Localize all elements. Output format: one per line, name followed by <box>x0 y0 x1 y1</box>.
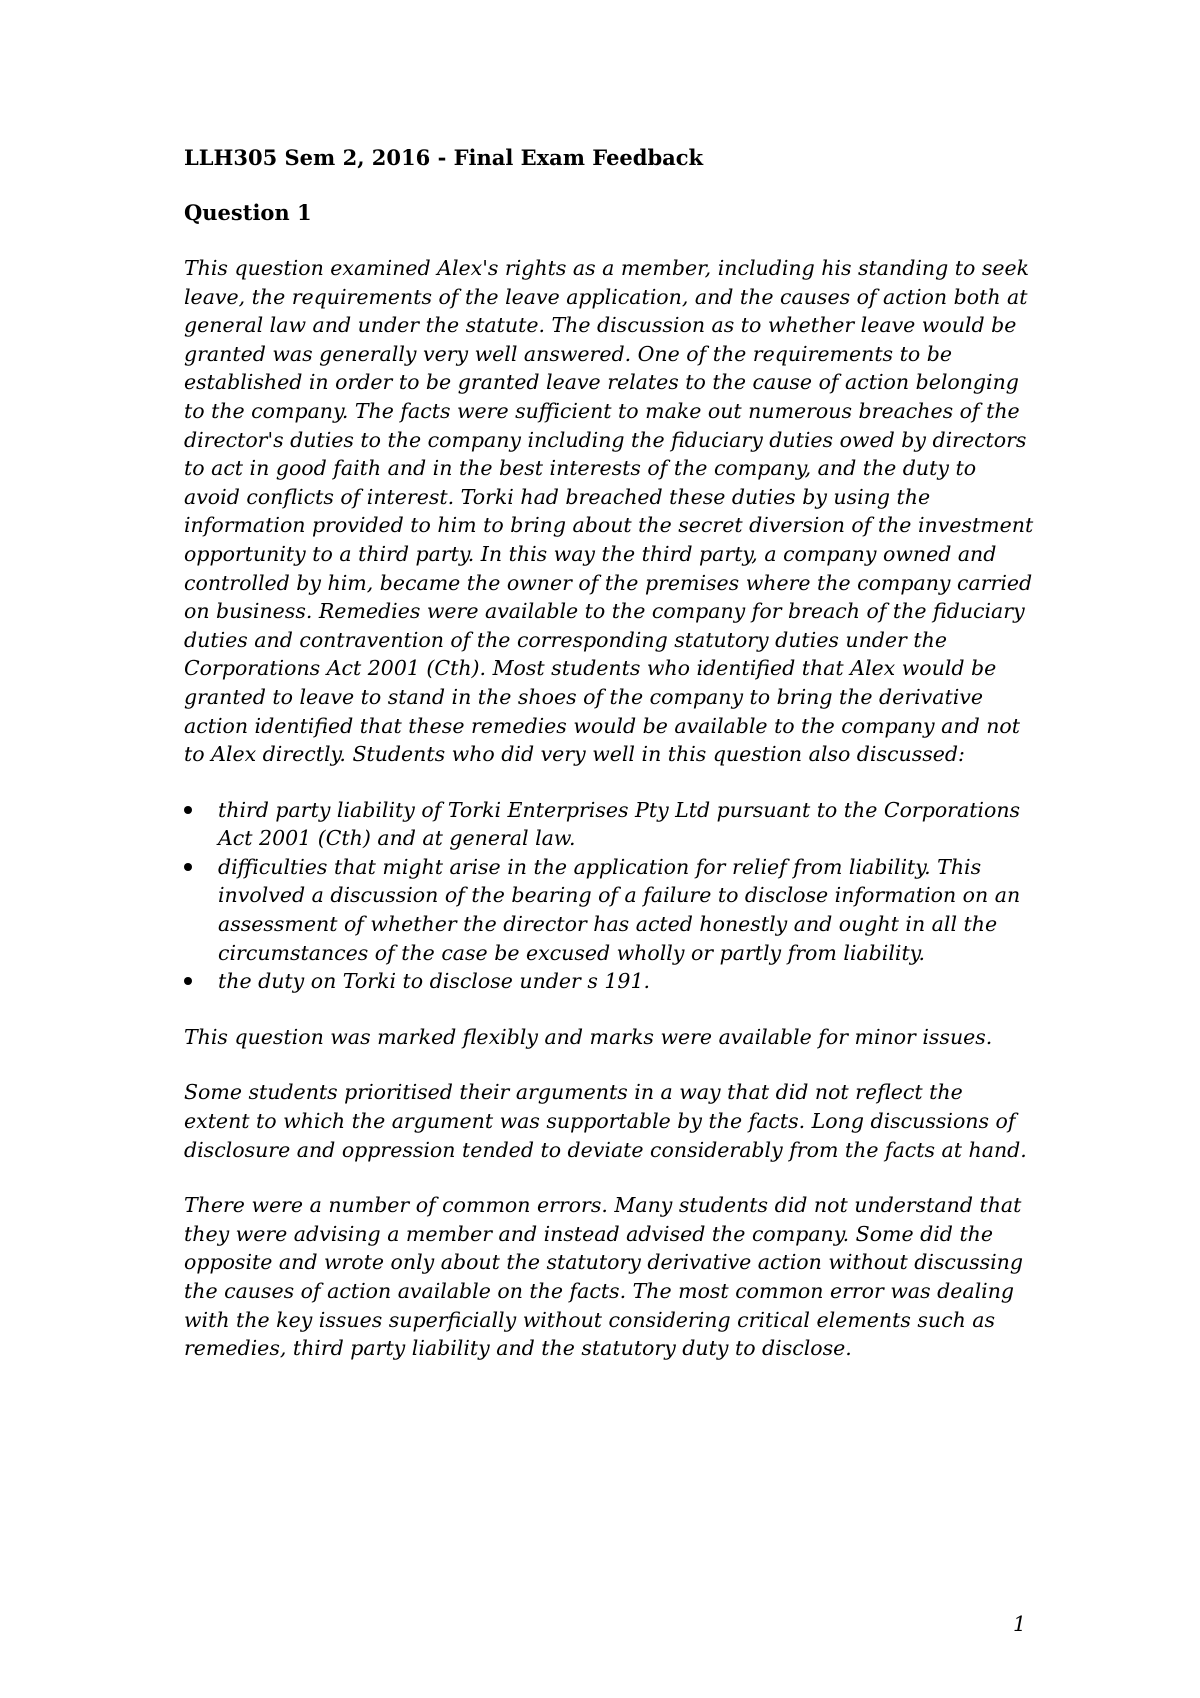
bullet-text: the duty on Torki to disclose under s 191. <box>218 969 651 994</box>
bullet-list <box>184 796 1034 996</box>
bullet-item <box>184 967 1034 996</box>
bullet-item <box>184 853 1034 967</box>
bullet-dot-icon <box>184 977 192 985</box>
document-title: LLH305 Sem 2, 2016 - Final Exam Feedback <box>184 145 704 170</box>
bullet-text: third party liability of Torki Enterprises Pty Ltd pursuant to the Corporations Act 2001 (Cth) and at general law. <box>218 797 1021 851</box>
paragraph-overview: This question examined Alex's rights as a member, including his standing to seek leave, the requirements of the leave application, and the causes of action both at general law and under the statute. The discussion as to whether leave would be granted was generally very well answered. One of the requirements to be established in order to be granted leave relates to the cause of action belonging to the company. The facts were sufficient to make out numerous breaches of the director's duties to the company including the fiduciary duties owed by directors to act in good faith and in the best interests of the company, and the duty to avoid conflicts of interest. Torki had breached these duties by using the information provided to him to bring about the secret diversion of the investment opportunity to a third party. In this way the third party, a company owned and controlled by him, became the owner of the premises where the company carried on business. Remedies were available to the company for breach of the fiduciary duties and contravention of the corresponding statutory duties under the Corporations Act 2001 (Cth). Most students who identified that Alex would be granted to leave to stand in the shoes of the company to bring the derivative action identified that these remedies would be available to the company and not to Alex directly. Students who did very well in this question also discussed: <box>184 256 1034 767</box>
document-body <box>184 144 1034 1363</box>
paragraph-common-errors: There were a number of common errors. Many students did not understand that they were advising a member and instead advised the company. Some did the opposite and wrote only about the statutory derivative action without discussing the causes of action available on the facts. The most common error was dealing with the key issues superficially without considering critical elements such as remedies, third party liability and the statutory duty to disclose. <box>184 1193 1024 1361</box>
page-number: 1 <box>1012 1612 1026 1636</box>
paragraph-marking: This question was marked flexibly and marks were available for minor issues. <box>184 1024 993 1049</box>
paragraph-prioritisation: Some students prioritised their arguments in a way that did not reflect the extent to which the argument was supportable by the facts. Long discussions of disclosure and oppression tended to deviate considerably from the facts at hand. <box>184 1080 1027 1162</box>
bullet-item <box>184 796 1034 853</box>
bullet-text: difficulties that might arise in the application for relief from liability. This involved a discussion of the bearing of a failure to disclose information on an assessment of whether the director has acted honestly and ought in all the circumstances of the case be excused wholly or partly from liability. <box>218 854 1021 965</box>
bullet-dot-icon <box>184 863 192 871</box>
question-heading: Question 1 <box>184 200 312 225</box>
bullet-dot-icon <box>184 806 192 814</box>
